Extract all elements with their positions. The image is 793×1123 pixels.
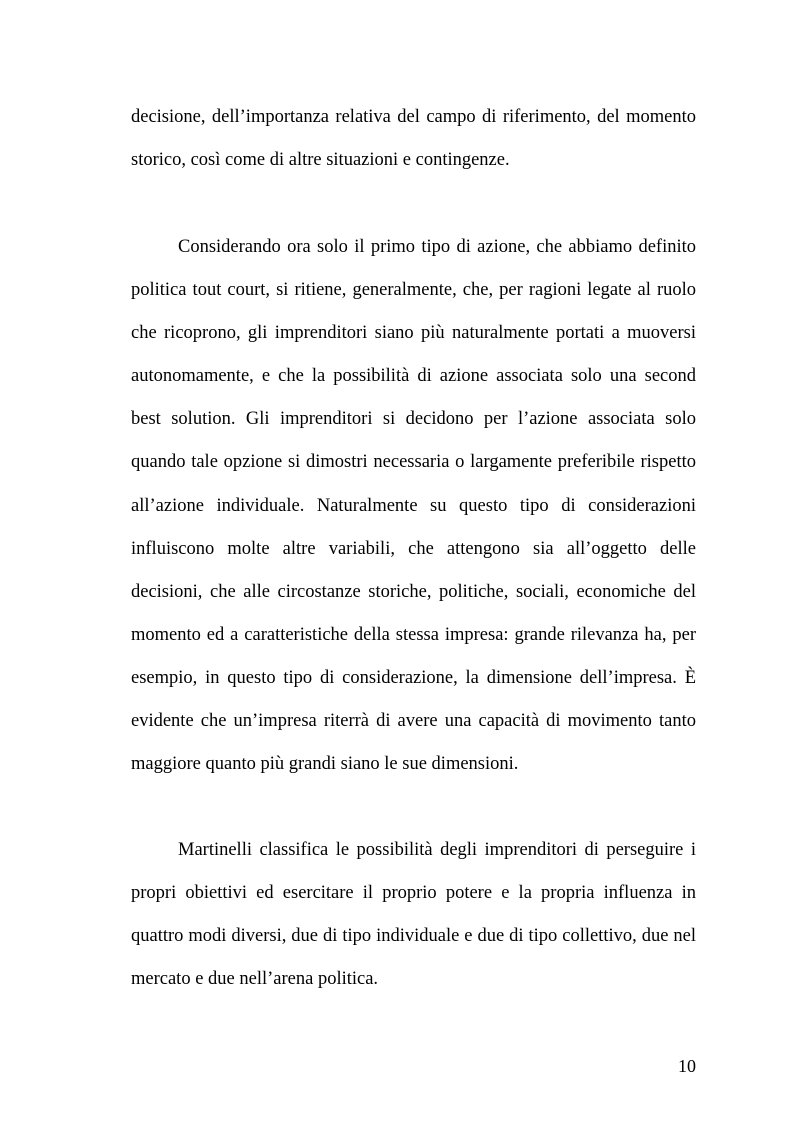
page-number: 10 bbox=[678, 1056, 696, 1076]
paragraph-political-action: Considerando ora solo il primo tipo di azione, che abbiamo definito politica tout court, si ritiene, generalmente, che, per ragioni legate al ruolo che ricoprono, gli imprenditori siano più naturalmente portati a muoversi autonomamente, e che la possibilità di azione associata solo una second best solution. Gli imprenditori si decidono per l’azione associata solo quando tale opzione si dimostri necessaria o largamente preferibile rispetto all’azione individuale. Naturalmente su questo tipo di considerazioni influiscono molte altre variabili, che attengono sia all’oggetto delle decisioni, che alle circostanze storiche, politiche, sociali, economiche del momento ed a caratteristiche della stessa impresa: grande rilevanza ha, per esempio, in questo tipo di considerazione, la dimensione dell’impresa. È evidente che un’impresa riterrà di avere una capacità di movimento tanto maggiore quanto più grandi siano le sue dimensioni. bbox=[131, 237, 696, 775]
paragraph-martinelli-classification: Martinelli classifica le possibilità degli imprenditori di perseguire i propri obiettivi ed esercitare il proprio potere e la propria influenza in quattro modi diversi, due di tipo individuale e due di tipo collettivo, due nel mercato e due nell’arena politica. bbox=[131, 840, 696, 990]
paragraph-continued: decisione, dell’importanza relativa del campo di riferimento, del momento storico, così come di altre situazioni e contingenze. bbox=[131, 107, 696, 171]
